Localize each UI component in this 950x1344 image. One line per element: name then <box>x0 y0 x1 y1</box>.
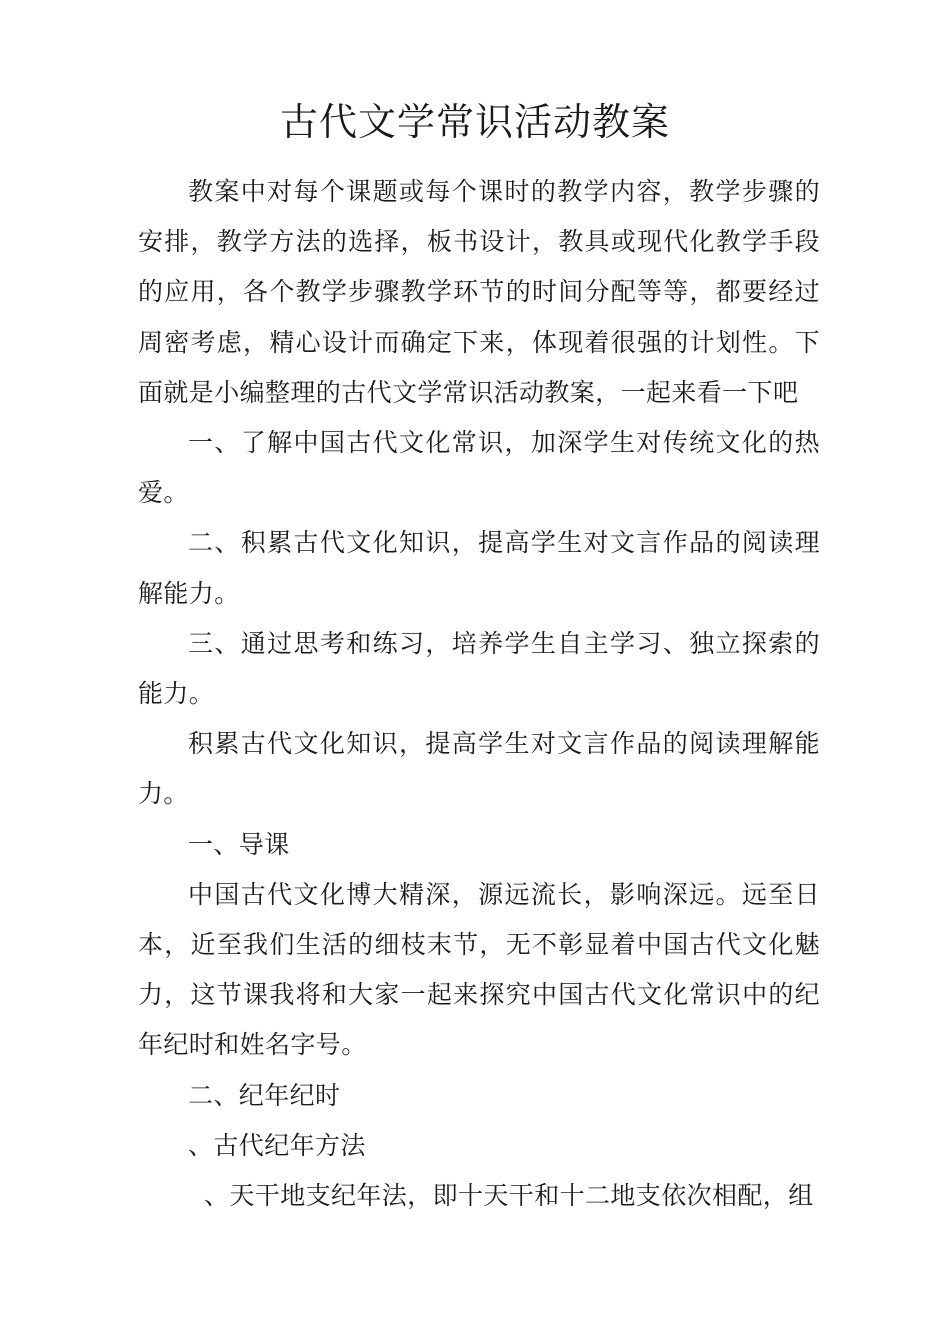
intro-paragraph: 教案中对每个课题或每个课时的教学内容，教学步骤的安排，教学方法的选择，板书设计，教具或现代化教学手段的应用，各个教学步骤教学环节的时间分配等等，都要经过周密考虑，精心设计而确定下来，体现着很强的计划性。下面就是小编整理的古代文学常识活动教案，一起来看一下吧 <box>138 177 820 407</box>
key-point: 积累古代文化知识，提高学生对文言作品的阅读理解能力。 <box>138 729 820 809</box>
objective-2: 二、积累古代文化知识，提高学生对文言作品的阅读理解能力。 <box>138 528 820 608</box>
section-heading-chronology: 二、纪年纪时 <box>188 1080 341 1110</box>
subsection-heading-methods: 、古代纪年方法 <box>188 1130 366 1160</box>
objective-3: 三、通过思考和练习，培养学生自主学习、独立探索的能力。 <box>138 628 820 709</box>
section-heading-intro: 一、导课 <box>188 829 290 859</box>
objective-1: 一、了解中国古代文化常识，加深学生对传统文化的热爱。 <box>138 428 820 508</box>
document-title: 古代文学常识活动教案 <box>279 100 670 144</box>
ganzhi-paragraph: 、天干地支纪年法，即十天干和十二地支依次相配，组 <box>204 1181 814 1211</box>
document-body <box>138 167 820 1221</box>
intro-lesson-paragraph: 中国古代文化博大精深，源远流长，影响深远。远至日本，近至我们生活的细枝末节，无不彰显着中国古代文化魅力，这节课我将和大家一起来探究中国古代文化常识中的纪年纪时和姓名字号。 <box>138 879 820 1060</box>
